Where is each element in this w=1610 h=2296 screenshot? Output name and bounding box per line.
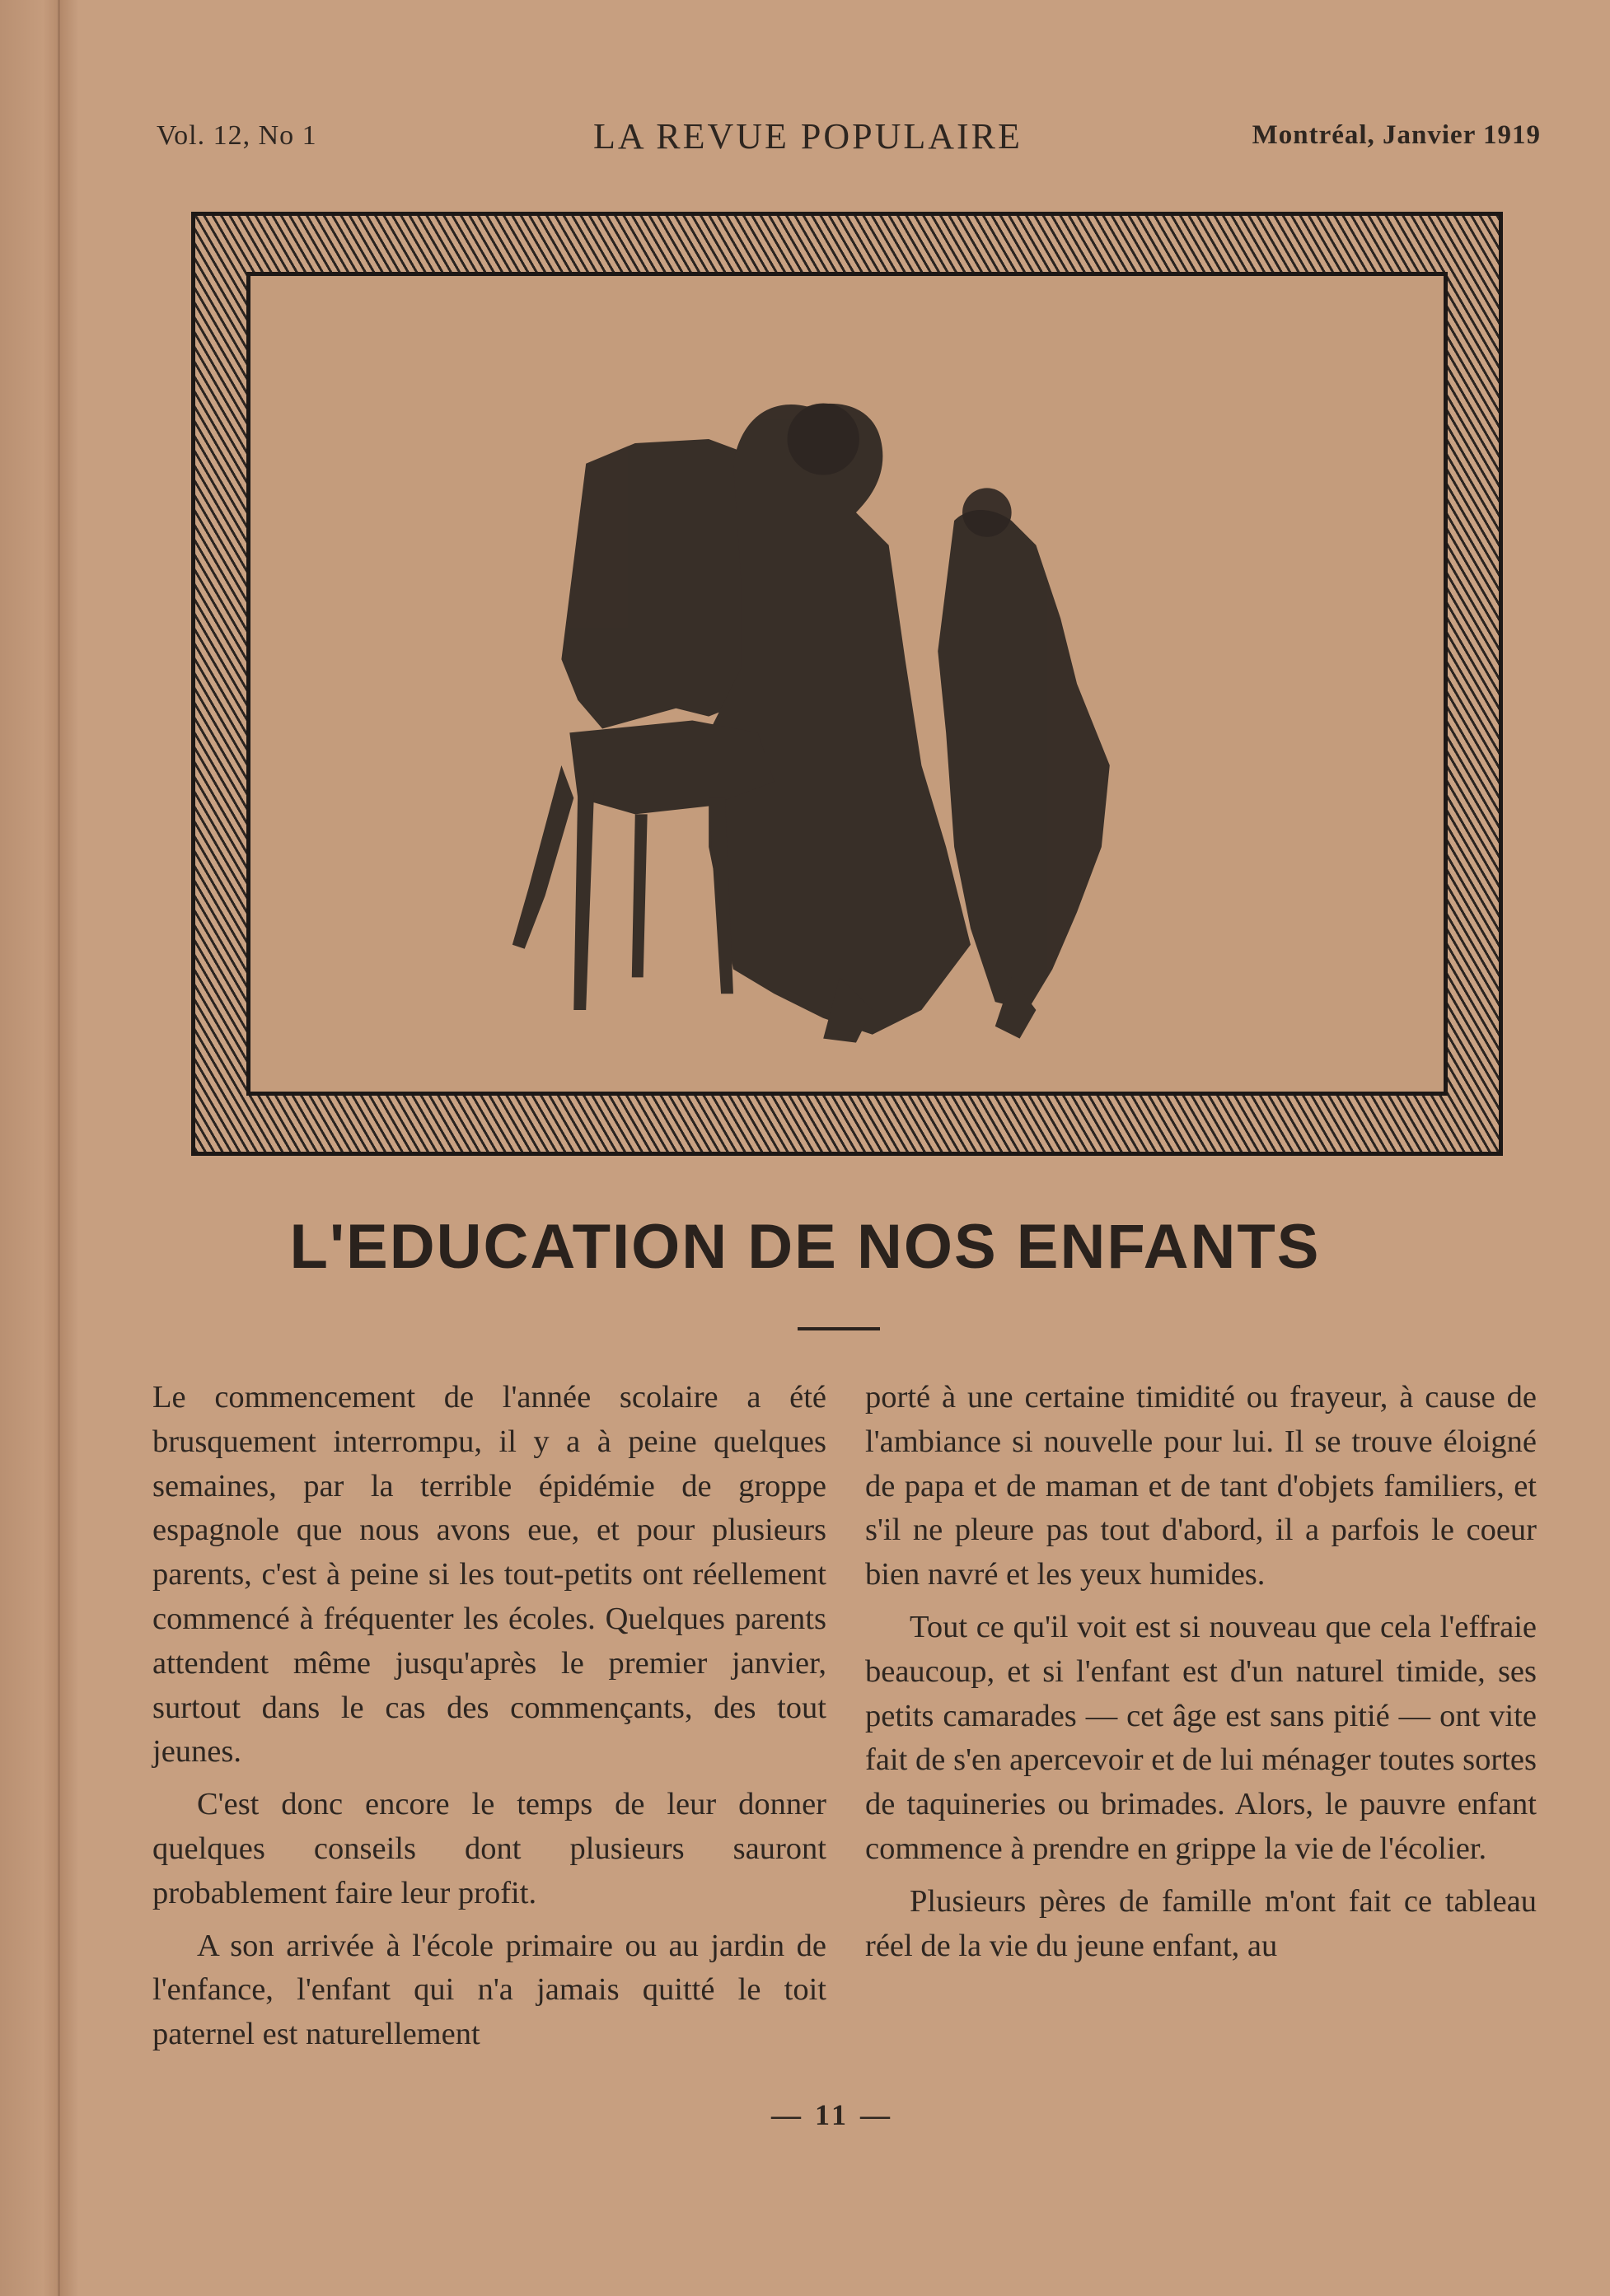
illustration-panel — [246, 272, 1448, 1096]
journal-title: LA REVUE POPULAIRE — [593, 116, 1023, 157]
issue-date: Montréal, Janvier 1919 — [1252, 120, 1541, 150]
paragraph: A son arrivée à l'école primaire ou au jardin de l'enfance, l'enfant qui n'a jamais quitté le toit paternel est naturellement — [152, 1928, 826, 2052]
title-rule — [798, 1327, 880, 1330]
paragraph: Tout ce qu'il voit est si nouveau que cela l'effraie beaucoup, et si l'enfant est d'un naturel timide, ses petits camarades — cet âge est sans pitié — ont vite fait de s'en apercevoir et de lui ménager toutes sortes de taquineries ou brimades. Alors, le pauvre enfant commence à prendre en grippe la vie de l'écolier. — [865, 1609, 1537, 1866]
children-on-bench-illustration — [250, 276, 1444, 1092]
text-column-right — [865, 1376, 1537, 2093]
paragraph: porté à une certaine timidité ou frayeur, à cause de l'ambiance si nouvelle pour lui. Il se trouve éloigné de papa et de maman et de tant d'objets familiers, et s'il ne pleure pas tout d'abord, il a parfois le coeur bien navré et les yeux humides. — [865, 1380, 1537, 1592]
running-header — [157, 115, 1541, 165]
page-number: — 11 — — [770, 2098, 893, 2131]
article-title: L'EDUCATION DE NOS ENFANTS — [289, 1212, 1321, 1282]
paragraph: Le commencement de l'année scolaire a été brusquement interrompu, il y a à peine quelques semaines, par la terrible épidémie de groppe espagnole que nous avons eue, et pour plusieurs parents, c'est à peine si les tout-petits ont réellement commencé à fréquenter les écoles. Quelques parents attendent même jusqu'après le premier janvier, surtout dans le cas des commençants, des tout jeunes. — [152, 1380, 826, 1770]
binding-gutter — [0, 0, 78, 2296]
decorative-frame — [191, 212, 1503, 1156]
volume-number: Vol. 12, No 1 — [157, 120, 317, 151]
binding-edge — [58, 0, 60, 2296]
paragraph: C'est donc encore le temps de leur donner quelques conseils dont plusieurs sauront probablement faire leur profit. — [152, 1787, 826, 1910]
text-column-left — [152, 1376, 826, 2093]
paragraph: Plusieurs pères de famille m'ont fait ce tableau réel de la vie du jeune enfant, au — [865, 1883, 1537, 1963]
